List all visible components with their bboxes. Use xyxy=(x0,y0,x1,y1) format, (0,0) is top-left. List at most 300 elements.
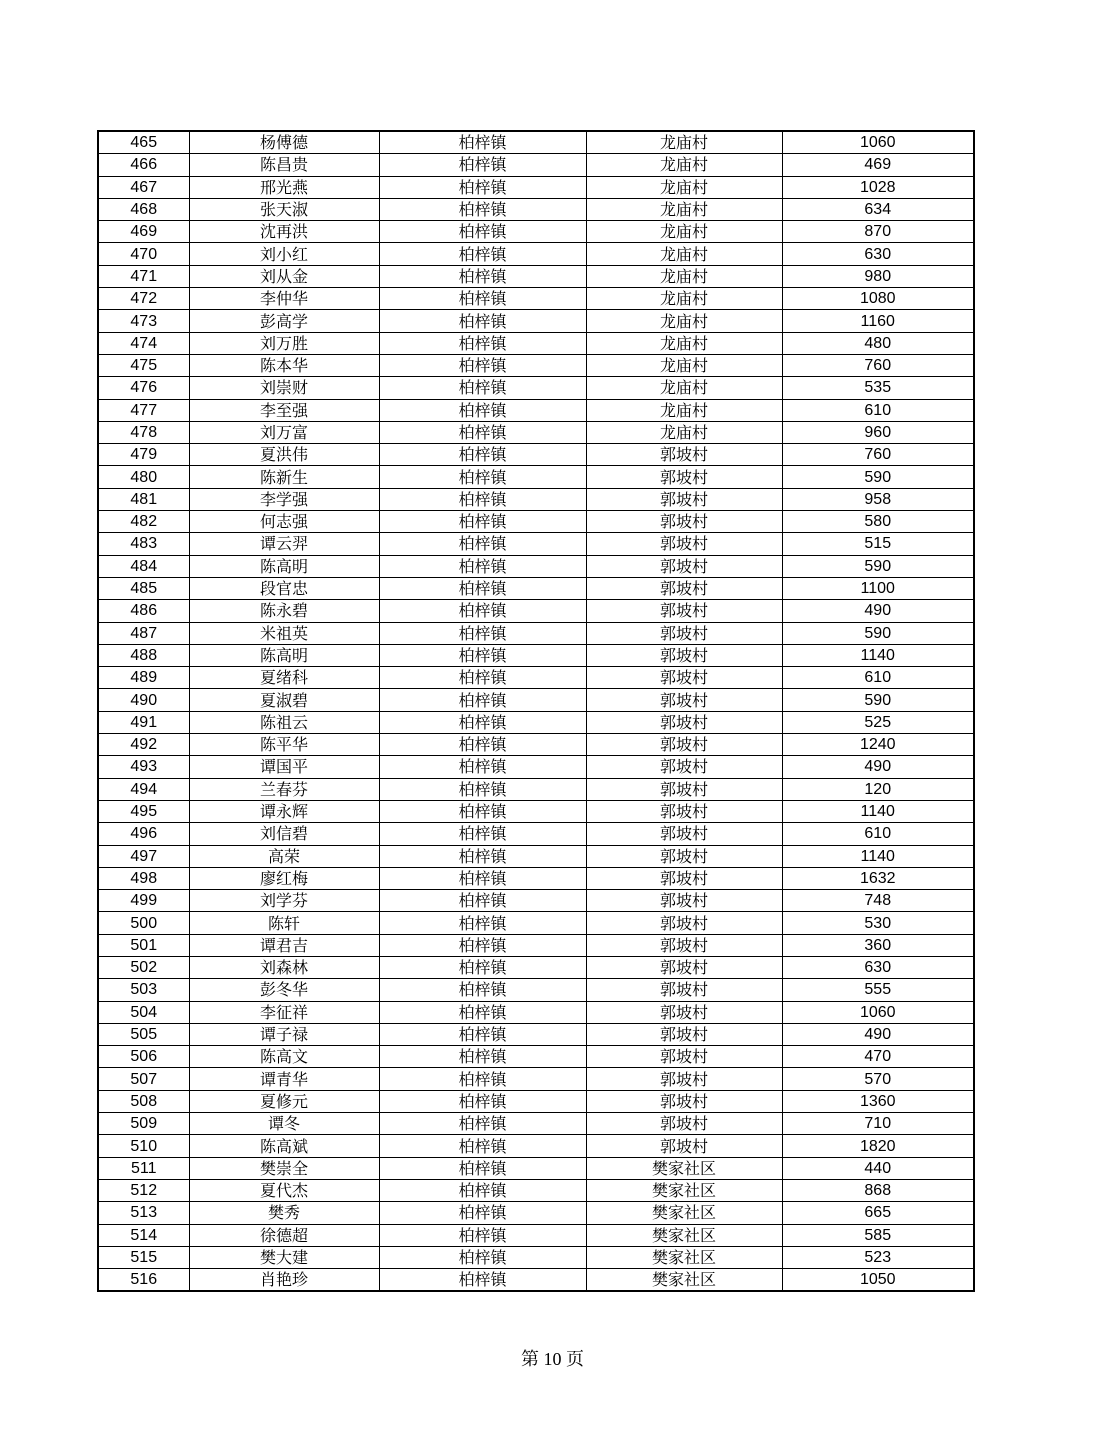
table-row xyxy=(98,511,974,533)
table-row xyxy=(98,1179,974,1201)
amount-cell: 610 xyxy=(782,823,974,845)
name-cell: 杨傅德 xyxy=(189,131,379,154)
town-cell: 柏梓镇 xyxy=(379,577,586,599)
table-row xyxy=(98,1246,974,1268)
name-cell: 刘小红 xyxy=(189,243,379,265)
village-cell: 龙庙村 xyxy=(586,176,782,198)
amount-cell: 870 xyxy=(782,221,974,243)
row-number-cell: 489 xyxy=(98,667,189,689)
row-number-cell: 513 xyxy=(98,1202,189,1224)
table-row xyxy=(98,1202,974,1224)
village-cell: 郭坡村 xyxy=(586,778,782,800)
table-row xyxy=(98,399,974,421)
town-cell: 柏梓镇 xyxy=(379,778,586,800)
town-cell: 柏梓镇 xyxy=(379,1269,586,1292)
village-cell: 郭坡村 xyxy=(586,800,782,822)
name-cell: 李至强 xyxy=(189,399,379,421)
table-row xyxy=(98,912,974,934)
table-row xyxy=(98,243,974,265)
amount-cell: 1140 xyxy=(782,800,974,822)
amount-cell: 1240 xyxy=(782,734,974,756)
page-footer: 第 10 页 xyxy=(521,1349,584,1369)
table-row xyxy=(98,823,974,845)
data-table xyxy=(97,130,975,1292)
name-cell: 陈祖云 xyxy=(189,711,379,733)
amount-cell: 469 xyxy=(782,154,974,176)
amount-cell: 1100 xyxy=(782,577,974,599)
name-cell: 樊秀 xyxy=(189,1202,379,1224)
village-cell: 郭坡村 xyxy=(586,867,782,889)
town-cell: 柏梓镇 xyxy=(379,288,586,310)
amount-cell: 1028 xyxy=(782,176,974,198)
row-number-cell: 508 xyxy=(98,1090,189,1112)
village-cell: 龙庙村 xyxy=(586,332,782,354)
town-cell: 柏梓镇 xyxy=(379,934,586,956)
name-cell: 陈轩 xyxy=(189,912,379,934)
row-number-cell: 492 xyxy=(98,734,189,756)
amount-cell: 523 xyxy=(782,1246,974,1268)
table-row xyxy=(98,622,974,644)
row-number-cell: 478 xyxy=(98,421,189,443)
name-cell: 夏代杰 xyxy=(189,1179,379,1201)
row-number-cell: 479 xyxy=(98,444,189,466)
town-cell: 柏梓镇 xyxy=(379,979,586,1001)
village-cell: 郭坡村 xyxy=(586,511,782,533)
amount-cell: 980 xyxy=(782,265,974,287)
table-row xyxy=(98,979,974,1001)
town-cell: 柏梓镇 xyxy=(379,466,586,488)
table-row xyxy=(98,956,974,978)
row-number-cell: 467 xyxy=(98,176,189,198)
row-number-cell: 501 xyxy=(98,934,189,956)
amount-cell: 1360 xyxy=(782,1090,974,1112)
row-number-cell: 502 xyxy=(98,956,189,978)
amount-cell: 535 xyxy=(782,377,974,399)
row-number-cell: 469 xyxy=(98,221,189,243)
name-cell: 陈本华 xyxy=(189,354,379,376)
town-cell: 柏梓镇 xyxy=(379,221,586,243)
town-cell: 柏梓镇 xyxy=(379,310,586,332)
name-cell: 陈平华 xyxy=(189,734,379,756)
table-row xyxy=(98,890,974,912)
row-number-cell: 483 xyxy=(98,533,189,555)
amount-cell: 1080 xyxy=(782,288,974,310)
table-row xyxy=(98,644,974,666)
table-row xyxy=(98,154,974,176)
amount-cell: 120 xyxy=(782,778,974,800)
row-number-cell: 514 xyxy=(98,1224,189,1246)
name-cell: 肖艳珍 xyxy=(189,1269,379,1292)
town-cell: 柏梓镇 xyxy=(379,1224,586,1246)
village-cell: 郭坡村 xyxy=(586,555,782,577)
row-number-cell: 503 xyxy=(98,979,189,1001)
town-cell: 柏梓镇 xyxy=(379,1023,586,1045)
town-cell: 柏梓镇 xyxy=(379,488,586,510)
table-row xyxy=(98,1113,974,1135)
name-cell: 刘万富 xyxy=(189,421,379,443)
table-row xyxy=(98,466,974,488)
table-row xyxy=(98,533,974,555)
row-number-cell: 482 xyxy=(98,511,189,533)
town-cell: 柏梓镇 xyxy=(379,1157,586,1179)
village-cell: 郭坡村 xyxy=(586,979,782,1001)
row-number-cell: 490 xyxy=(98,689,189,711)
village-cell: 龙庙村 xyxy=(586,288,782,310)
town-cell: 柏梓镇 xyxy=(379,890,586,912)
row-number-cell: 510 xyxy=(98,1135,189,1157)
amount-cell: 1160 xyxy=(782,310,974,332)
town-cell: 柏梓镇 xyxy=(379,421,586,443)
village-cell: 郭坡村 xyxy=(586,667,782,689)
village-cell: 郭坡村 xyxy=(586,711,782,733)
town-cell: 柏梓镇 xyxy=(379,734,586,756)
amount-cell: 590 xyxy=(782,555,974,577)
village-cell: 龙庙村 xyxy=(586,421,782,443)
village-cell: 龙庙村 xyxy=(586,131,782,154)
amount-cell: 610 xyxy=(782,399,974,421)
village-cell: 郭坡村 xyxy=(586,1001,782,1023)
table-row xyxy=(98,934,974,956)
table-row xyxy=(98,711,974,733)
table-row xyxy=(98,288,974,310)
village-cell: 龙庙村 xyxy=(586,354,782,376)
row-number-cell: 505 xyxy=(98,1023,189,1045)
table-row xyxy=(98,176,974,198)
town-cell: 柏梓镇 xyxy=(379,1001,586,1023)
table-row xyxy=(98,131,974,154)
village-cell: 郭坡村 xyxy=(586,756,782,778)
village-cell: 龙庙村 xyxy=(586,265,782,287)
amount-cell: 958 xyxy=(782,488,974,510)
village-cell: 郭坡村 xyxy=(586,1113,782,1135)
table-row xyxy=(98,332,974,354)
row-number-cell: 481 xyxy=(98,488,189,510)
town-cell: 柏梓镇 xyxy=(379,622,586,644)
town-cell: 柏梓镇 xyxy=(379,689,586,711)
row-number-cell: 509 xyxy=(98,1113,189,1135)
name-cell: 高荣 xyxy=(189,845,379,867)
name-cell: 陈高斌 xyxy=(189,1135,379,1157)
village-cell: 樊家社区 xyxy=(586,1202,782,1224)
row-number-cell: 497 xyxy=(98,845,189,867)
table-row xyxy=(98,845,974,867)
village-cell: 郭坡村 xyxy=(586,912,782,934)
town-cell: 柏梓镇 xyxy=(379,131,586,154)
table-row xyxy=(98,1224,974,1246)
row-number-cell: 498 xyxy=(98,867,189,889)
village-cell: 龙庙村 xyxy=(586,198,782,220)
village-cell: 郭坡村 xyxy=(586,734,782,756)
name-cell: 刘崇财 xyxy=(189,377,379,399)
amount-cell: 490 xyxy=(782,1023,974,1045)
town-cell: 柏梓镇 xyxy=(379,332,586,354)
amount-cell: 590 xyxy=(782,466,974,488)
table-row xyxy=(98,265,974,287)
row-number-cell: 468 xyxy=(98,198,189,220)
row-number-cell: 516 xyxy=(98,1269,189,1292)
village-cell: 郭坡村 xyxy=(586,577,782,599)
table-row xyxy=(98,667,974,689)
town-cell: 柏梓镇 xyxy=(379,823,586,845)
town-cell: 柏梓镇 xyxy=(379,1090,586,1112)
name-cell: 刘学芬 xyxy=(189,890,379,912)
amount-cell: 634 xyxy=(782,198,974,220)
amount-cell: 1140 xyxy=(782,644,974,666)
row-number-cell: 494 xyxy=(98,778,189,800)
table-row xyxy=(98,1135,974,1157)
name-cell: 邢光燕 xyxy=(189,176,379,198)
village-cell: 郭坡村 xyxy=(586,1068,782,1090)
name-cell: 夏淑碧 xyxy=(189,689,379,711)
name-cell: 沈再洪 xyxy=(189,221,379,243)
amount-cell: 1140 xyxy=(782,845,974,867)
name-cell: 兰春芬 xyxy=(189,778,379,800)
village-cell: 郭坡村 xyxy=(586,533,782,555)
amount-cell: 1820 xyxy=(782,1135,974,1157)
town-cell: 柏梓镇 xyxy=(379,533,586,555)
town-cell: 柏梓镇 xyxy=(379,867,586,889)
amount-cell: 710 xyxy=(782,1113,974,1135)
name-cell: 刘万胜 xyxy=(189,332,379,354)
town-cell: 柏梓镇 xyxy=(379,667,586,689)
name-cell: 徐德超 xyxy=(189,1224,379,1246)
amount-cell: 610 xyxy=(782,667,974,689)
town-cell: 柏梓镇 xyxy=(379,154,586,176)
amount-cell: 960 xyxy=(782,421,974,443)
village-cell: 郭坡村 xyxy=(586,1090,782,1112)
row-number-cell: 504 xyxy=(98,1001,189,1023)
village-cell: 龙庙村 xyxy=(586,154,782,176)
table-row xyxy=(98,444,974,466)
name-cell: 夏绪科 xyxy=(189,667,379,689)
village-cell: 龙庙村 xyxy=(586,243,782,265)
amount-cell: 748 xyxy=(782,890,974,912)
row-number-cell: 465 xyxy=(98,131,189,154)
table-row xyxy=(98,1023,974,1045)
town-cell: 柏梓镇 xyxy=(379,1202,586,1224)
row-number-cell: 475 xyxy=(98,354,189,376)
village-cell: 樊家社区 xyxy=(586,1224,782,1246)
town-cell: 柏梓镇 xyxy=(379,555,586,577)
town-cell: 柏梓镇 xyxy=(379,377,586,399)
table-row xyxy=(98,354,974,376)
table-row xyxy=(98,800,974,822)
name-cell: 陈高明 xyxy=(189,555,379,577)
row-number-cell: 495 xyxy=(98,800,189,822)
amount-cell: 360 xyxy=(782,934,974,956)
village-cell: 郭坡村 xyxy=(586,466,782,488)
name-cell: 陈高文 xyxy=(189,1046,379,1068)
table-row xyxy=(98,778,974,800)
table-row xyxy=(98,600,974,622)
town-cell: 柏梓镇 xyxy=(379,444,586,466)
amount-cell: 1060 xyxy=(782,131,974,154)
row-number-cell: 511 xyxy=(98,1157,189,1179)
row-number-cell: 473 xyxy=(98,310,189,332)
village-cell: 郭坡村 xyxy=(586,1135,782,1157)
name-cell: 樊大建 xyxy=(189,1246,379,1268)
row-number-cell: 485 xyxy=(98,577,189,599)
row-number-cell: 487 xyxy=(98,622,189,644)
village-cell: 樊家社区 xyxy=(586,1246,782,1268)
amount-cell: 470 xyxy=(782,1046,974,1068)
row-number-cell: 499 xyxy=(98,890,189,912)
amount-cell: 760 xyxy=(782,354,974,376)
town-cell: 柏梓镇 xyxy=(379,956,586,978)
name-cell: 李征祥 xyxy=(189,1001,379,1023)
amount-cell: 630 xyxy=(782,243,974,265)
village-cell: 郭坡村 xyxy=(586,644,782,666)
village-cell: 郭坡村 xyxy=(586,1023,782,1045)
name-cell: 刘森林 xyxy=(189,956,379,978)
amount-cell: 590 xyxy=(782,622,974,644)
name-cell: 陈昌贵 xyxy=(189,154,379,176)
table-row xyxy=(98,867,974,889)
table-body xyxy=(98,131,974,1291)
name-cell: 谭君吉 xyxy=(189,934,379,956)
village-cell: 郭坡村 xyxy=(586,622,782,644)
town-cell: 柏梓镇 xyxy=(379,1113,586,1135)
row-number-cell: 488 xyxy=(98,644,189,666)
amount-cell: 480 xyxy=(782,332,974,354)
town-cell: 柏梓镇 xyxy=(379,399,586,421)
village-cell: 郭坡村 xyxy=(586,890,782,912)
row-number-cell: 506 xyxy=(98,1046,189,1068)
village-cell: 郭坡村 xyxy=(586,689,782,711)
amount-cell: 530 xyxy=(782,912,974,934)
name-cell: 彭冬华 xyxy=(189,979,379,1001)
name-cell: 陈新生 xyxy=(189,466,379,488)
amount-cell: 570 xyxy=(782,1068,974,1090)
name-cell: 谭国平 xyxy=(189,756,379,778)
row-number-cell: 512 xyxy=(98,1179,189,1201)
row-number-cell: 471 xyxy=(98,265,189,287)
amount-cell: 440 xyxy=(782,1157,974,1179)
town-cell: 柏梓镇 xyxy=(379,1179,586,1201)
village-cell: 郭坡村 xyxy=(586,845,782,867)
village-cell: 龙庙村 xyxy=(586,399,782,421)
town-cell: 柏梓镇 xyxy=(379,265,586,287)
amount-cell: 630 xyxy=(782,956,974,978)
table-row xyxy=(98,421,974,443)
row-number-cell: 500 xyxy=(98,912,189,934)
name-cell: 谭青华 xyxy=(189,1068,379,1090)
amount-cell: 490 xyxy=(782,756,974,778)
amount-cell: 868 xyxy=(782,1179,974,1201)
town-cell: 柏梓镇 xyxy=(379,711,586,733)
table-row xyxy=(98,1046,974,1068)
village-cell: 龙庙村 xyxy=(586,221,782,243)
village-cell: 郭坡村 xyxy=(586,1046,782,1068)
name-cell: 段官忠 xyxy=(189,577,379,599)
town-cell: 柏梓镇 xyxy=(379,176,586,198)
name-cell: 彭高学 xyxy=(189,310,379,332)
row-number-cell: 474 xyxy=(98,332,189,354)
table-row xyxy=(98,577,974,599)
amount-cell: 1632 xyxy=(782,867,974,889)
table-row xyxy=(98,198,974,220)
village-cell: 龙庙村 xyxy=(586,310,782,332)
amount-cell: 555 xyxy=(782,979,974,1001)
village-cell: 龙庙村 xyxy=(586,377,782,399)
table-row xyxy=(98,756,974,778)
row-number-cell: 472 xyxy=(98,288,189,310)
name-cell: 夏洪伟 xyxy=(189,444,379,466)
town-cell: 柏梓镇 xyxy=(379,644,586,666)
amount-cell: 665 xyxy=(782,1202,974,1224)
row-number-cell: 466 xyxy=(98,154,189,176)
village-cell: 郭坡村 xyxy=(586,823,782,845)
row-number-cell: 493 xyxy=(98,756,189,778)
amount-cell: 585 xyxy=(782,1224,974,1246)
town-cell: 柏梓镇 xyxy=(379,600,586,622)
town-cell: 柏梓镇 xyxy=(379,1135,586,1157)
row-number-cell: 507 xyxy=(98,1068,189,1090)
village-cell: 樊家社区 xyxy=(586,1179,782,1201)
row-number-cell: 480 xyxy=(98,466,189,488)
table-row xyxy=(98,1090,974,1112)
table-row xyxy=(98,488,974,510)
village-cell: 郭坡村 xyxy=(586,600,782,622)
row-number-cell: 515 xyxy=(98,1246,189,1268)
name-cell: 樊崇全 xyxy=(189,1157,379,1179)
village-cell: 郭坡村 xyxy=(586,956,782,978)
table-row xyxy=(98,310,974,332)
amount-cell: 1060 xyxy=(782,1001,974,1023)
table-row xyxy=(98,1157,974,1179)
village-cell: 樊家社区 xyxy=(586,1269,782,1292)
town-cell: 柏梓镇 xyxy=(379,845,586,867)
amount-cell: 515 xyxy=(782,533,974,555)
town-cell: 柏梓镇 xyxy=(379,511,586,533)
name-cell: 陈高明 xyxy=(189,644,379,666)
row-number-cell: 491 xyxy=(98,711,189,733)
table-row xyxy=(98,1269,974,1292)
row-number-cell: 484 xyxy=(98,555,189,577)
name-cell: 刘从金 xyxy=(189,265,379,287)
town-cell: 柏梓镇 xyxy=(379,243,586,265)
table-row xyxy=(98,221,974,243)
name-cell: 张天淑 xyxy=(189,198,379,220)
table-row xyxy=(98,689,974,711)
row-number-cell: 470 xyxy=(98,243,189,265)
village-cell: 郭坡村 xyxy=(586,488,782,510)
name-cell: 李学强 xyxy=(189,488,379,510)
village-cell: 郭坡村 xyxy=(586,444,782,466)
town-cell: 柏梓镇 xyxy=(379,1246,586,1268)
name-cell: 米祖英 xyxy=(189,622,379,644)
name-cell: 谭永辉 xyxy=(189,800,379,822)
name-cell: 廖红梅 xyxy=(189,867,379,889)
village-cell: 郭坡村 xyxy=(586,934,782,956)
table-row xyxy=(98,1068,974,1090)
amount-cell: 760 xyxy=(782,444,974,466)
town-cell: 柏梓镇 xyxy=(379,756,586,778)
amount-cell: 490 xyxy=(782,600,974,622)
amount-cell: 590 xyxy=(782,689,974,711)
amount-cell: 580 xyxy=(782,511,974,533)
town-cell: 柏梓镇 xyxy=(379,800,586,822)
name-cell: 何志强 xyxy=(189,511,379,533)
name-cell: 李仲华 xyxy=(189,288,379,310)
table-row xyxy=(98,555,974,577)
name-cell: 夏修元 xyxy=(189,1090,379,1112)
town-cell: 柏梓镇 xyxy=(379,354,586,376)
row-number-cell: 477 xyxy=(98,399,189,421)
row-number-cell: 476 xyxy=(98,377,189,399)
town-cell: 柏梓镇 xyxy=(379,1068,586,1090)
town-cell: 柏梓镇 xyxy=(379,912,586,934)
